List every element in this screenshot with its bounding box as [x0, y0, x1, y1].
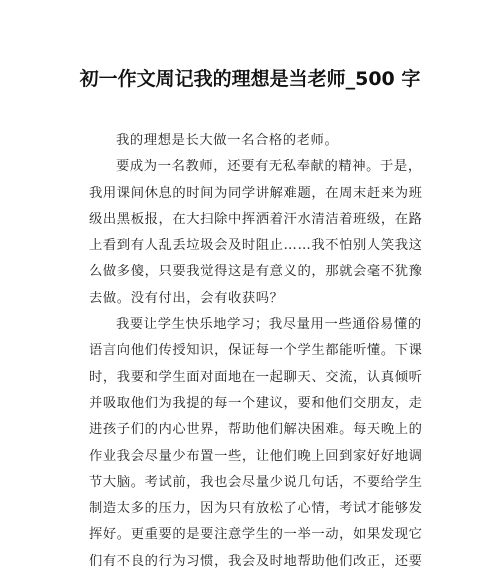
paragraph-line: 作业我会尽量少布置一些，让他们晚上回到家好好地调: [89, 448, 423, 464]
paragraph-line: 上看到有人乱丢垃圾会及时阻止……我不怕别人笑我这: [89, 238, 423, 254]
document-body: [89, 128, 423, 575]
paragraph-line: 时，我要和学生面对面地在一起聊天、交流，认真倾听: [89, 369, 423, 385]
paragraph-line: 制造太多的压力，因为只有放松了心情，考试才能够发: [89, 501, 423, 517]
paragraph-line: 语言向他们传授知识，保证每一个学生都能听懂。下课: [89, 343, 423, 359]
paragraph-line: 我用课间休息的时间为同学讲解难题，在周末赶来为班: [89, 185, 423, 201]
paragraph-line: 挥好。更重要的是要注意学生的一举一动，如果发现它: [89, 527, 423, 543]
document-title: 初一作文周记我的理想是当老师_500 字: [79, 68, 421, 90]
paragraph-line: 级出黑板报，在大扫除中挥洒着汗水清洁着班级，在路: [89, 211, 423, 227]
paragraph-line: 去做。没有付出，会有收获吗？: [89, 290, 284, 306]
paragraph-line: 我的理想是长大做一名合格的老师。: [116, 133, 339, 148]
paragraph-line: 进孩子们的内心世界，帮助他们解决困难。每天晚上的: [89, 422, 423, 438]
paragraph-line: 我要让学生快乐地学习；我尽量用一些通俗易懂的: [116, 317, 422, 333]
paragraph-line: 要成为一名教师，还要有无私奉献的精神。于是，: [116, 159, 422, 175]
paragraph-line: 们有不良的行为习惯，我会及时地帮助他们改正，还要: [89, 553, 423, 569]
paragraph-line: 节大脑。考试前，我也会尽量少说几句话，不要给学生: [89, 474, 423, 490]
paragraph-line: 么做多傻，只要我觉得这是有意义的，那就会毫不犹豫: [89, 264, 423, 280]
paragraph-line: 并吸取他们为我提的每一个建议，要和他们交朋友，走: [89, 395, 423, 411]
